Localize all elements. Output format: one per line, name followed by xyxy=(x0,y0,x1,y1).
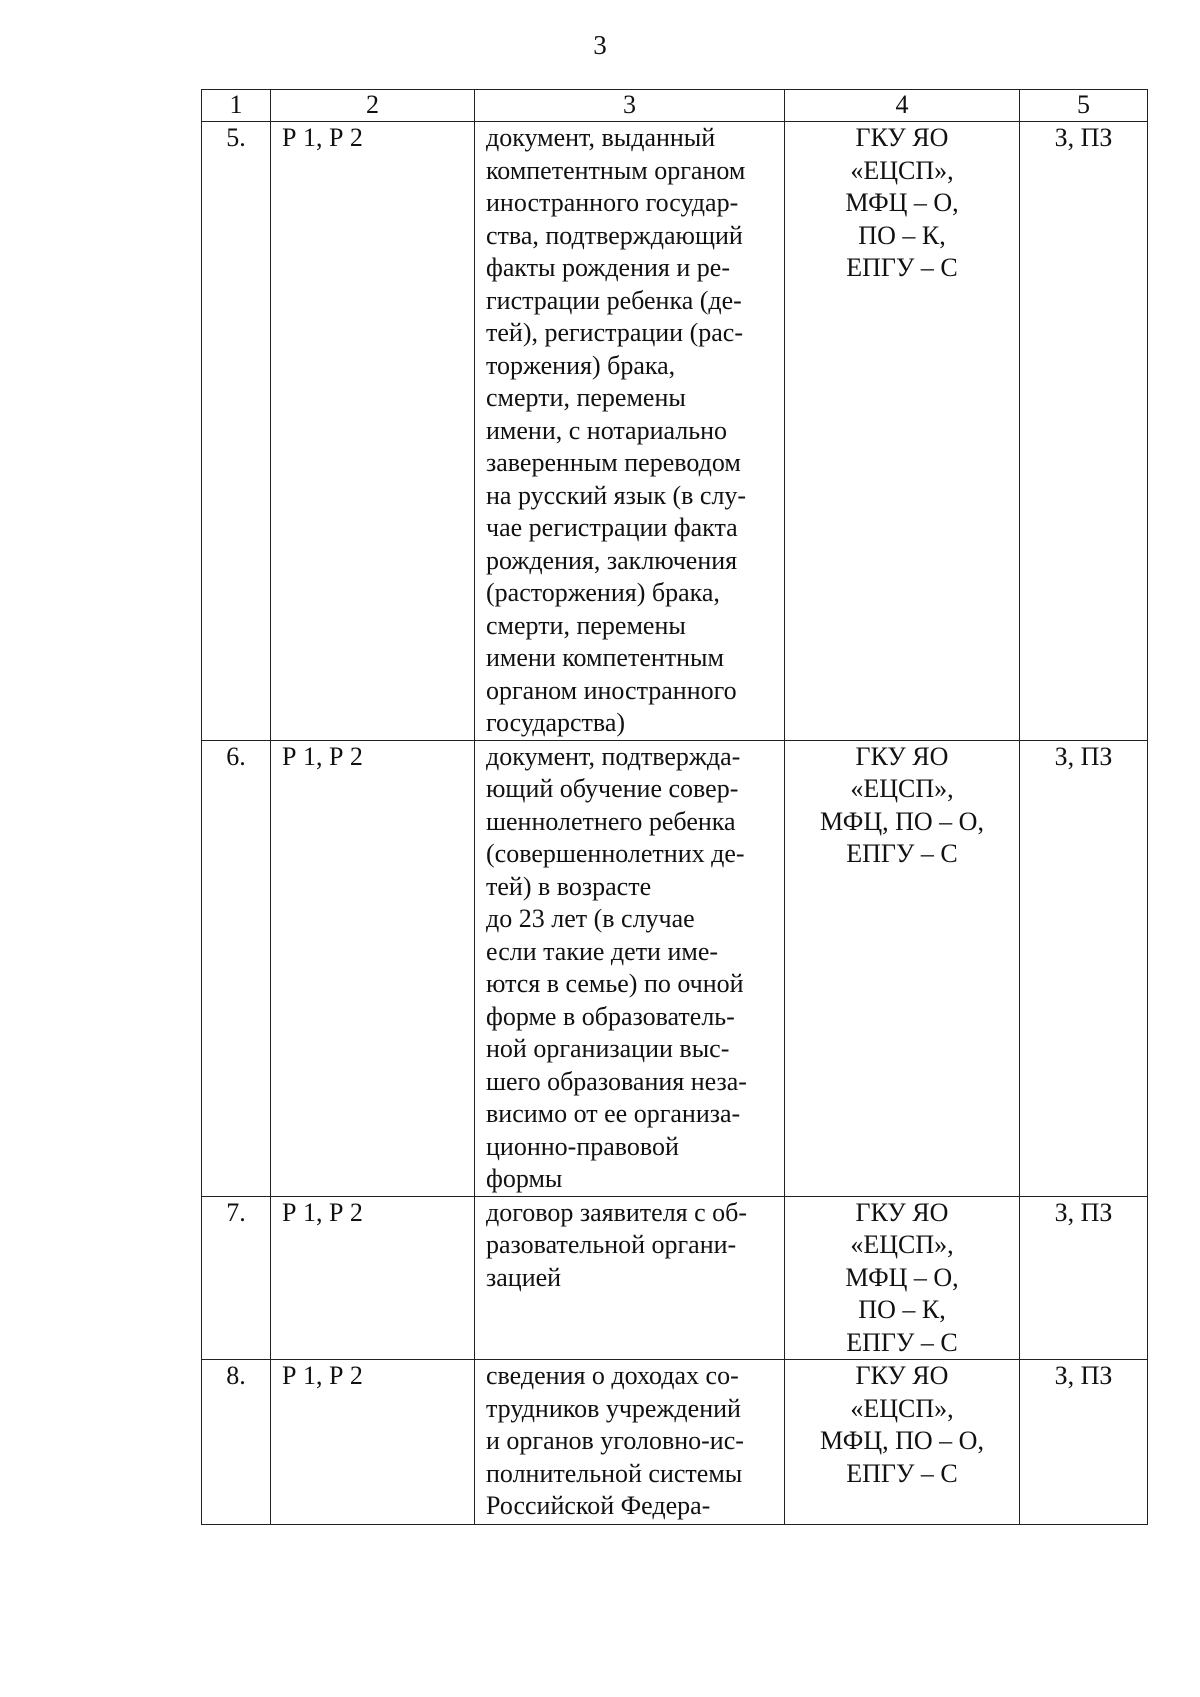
document-line: если такие дети име- xyxy=(486,936,719,966)
document-line: заверенным переводом xyxy=(486,448,741,477)
document-line: шего образования неза- xyxy=(486,1066,747,1096)
document-line: висимо от ее организа- xyxy=(486,1099,741,1128)
document-line: форме в образователь- xyxy=(486,1001,735,1031)
document-line: торжения) брака, xyxy=(486,350,676,380)
document-line: договор заявителя с об- xyxy=(486,1197,748,1227)
document-line: и органов уголовно-ис- xyxy=(486,1426,744,1455)
organization-line: ГКУ ЯО xyxy=(855,1197,949,1227)
document-line: ющий обучение совер- xyxy=(486,774,739,803)
column-header-5: 5 xyxy=(1020,90,1148,122)
row-number: 7. xyxy=(202,1196,271,1360)
document-line: ционно-правовой xyxy=(486,1131,679,1161)
document-line: государства) xyxy=(486,708,626,737)
organization-line: ЕПГУ – С xyxy=(846,1458,958,1488)
organization-line: ГКУ ЯО xyxy=(855,1361,949,1390)
organization-line: «ЕЦСП», xyxy=(850,1393,954,1423)
document-line: ной организации выс- xyxy=(486,1034,730,1063)
table-row xyxy=(202,122,1148,741)
row-group: Р 1, Р 2 xyxy=(271,122,475,741)
column-header-2: 2 xyxy=(271,90,475,122)
organization-line: ГКУ ЯО xyxy=(855,741,949,771)
document-line: гистрации ребенка (де- xyxy=(486,285,742,315)
document-line: чае регистрации факта xyxy=(486,513,738,542)
document-line: компетентным органом xyxy=(486,155,746,185)
document-line: трудников учреждений xyxy=(486,1393,741,1423)
page-number: 3 xyxy=(593,30,607,60)
document-line: шеннолетнего ребенка xyxy=(486,806,736,836)
document-line: органом иностранного xyxy=(486,675,737,705)
document-line: документ, выданный xyxy=(486,123,716,152)
document-line: имени компетентным xyxy=(486,643,724,672)
document-line: смерти, перемены xyxy=(486,383,686,412)
document-line: иностранного государ- xyxy=(486,188,739,217)
organization-line: МФЦ – О, xyxy=(845,1262,959,1292)
document-line: до 23 лет (в случае xyxy=(486,904,695,933)
document-line: на русский язык (в слу- xyxy=(486,480,747,510)
document-line: формы xyxy=(486,1164,563,1193)
organization-line: «ЕЦСП», xyxy=(850,155,954,185)
row-group: Р 1, Р 2 xyxy=(271,1360,475,1525)
table-row xyxy=(202,1360,1148,1525)
row-group: Р 1, Р 2 xyxy=(271,1196,475,1360)
document-line: рождения, заключения xyxy=(486,545,738,575)
organization-line: «ЕЦСП», xyxy=(850,774,954,803)
document-line: тей), регистрации (рас- xyxy=(486,318,743,347)
row-document xyxy=(475,740,785,1196)
table-header-row xyxy=(202,90,1148,122)
organization-line: ГКУ ЯО xyxy=(855,123,949,152)
documents-table xyxy=(201,89,1148,1525)
organization-line: ПО – К, xyxy=(858,220,946,250)
organization-line: МФЦ, ПО – О, xyxy=(820,1426,984,1455)
column-header-4: 4 xyxy=(785,90,1020,122)
document-line: (совершеннолетних де- xyxy=(486,839,745,868)
row-organization xyxy=(785,1360,1020,1525)
row-document xyxy=(475,1196,785,1360)
document-line: смерти, перемены xyxy=(486,610,686,640)
document-line: ства, подтверждающий xyxy=(486,220,743,250)
organization-line: ПО – К, xyxy=(858,1295,946,1324)
organization-line: «ЕЦСП», xyxy=(850,1230,954,1259)
document-line: разовательной органи- xyxy=(486,1230,737,1259)
document-line: Российской Федера- xyxy=(486,1491,711,1520)
column-header-1: 1 xyxy=(202,90,271,122)
row-organization xyxy=(785,122,1020,741)
row-form: З, ПЗ xyxy=(1020,122,1148,741)
document-line: зацией xyxy=(486,1262,562,1292)
document-line: факты рождения и ре- xyxy=(486,253,730,282)
row-organization xyxy=(785,740,1020,1196)
row-form: З, ПЗ xyxy=(1020,1196,1148,1360)
column-header-3: 3 xyxy=(475,90,785,122)
document-line: (расторжения) брака, xyxy=(486,578,720,607)
document-line: ются в семье) по очной xyxy=(486,969,744,998)
row-document xyxy=(475,1360,785,1525)
document-line: полнительной системы xyxy=(486,1458,743,1488)
row-number: 8. xyxy=(202,1360,271,1525)
row-document xyxy=(475,122,785,741)
row-form: З, ПЗ xyxy=(1020,740,1148,1196)
row-organization xyxy=(785,1196,1020,1360)
row-number: 6. xyxy=(202,740,271,1196)
document-line: имени, с нотариально xyxy=(486,415,727,445)
organization-line: МФЦ – О, xyxy=(845,188,959,217)
organization-line: ЕПГУ – С xyxy=(846,253,958,282)
row-form: З, ПЗ xyxy=(1020,1360,1148,1525)
document-line: тей) в возрасте xyxy=(486,871,652,901)
table-row xyxy=(202,740,1148,1196)
row-number: 5. xyxy=(202,122,271,741)
organization-line: МФЦ, ПО – О, xyxy=(820,806,984,836)
organization-line: ЕПГУ – С xyxy=(846,839,958,868)
document-line: сведения о доходах со- xyxy=(486,1361,739,1390)
organization-line: ЕПГУ – С xyxy=(846,1327,958,1357)
row-group: Р 1, Р 2 xyxy=(271,740,475,1196)
document-line: документ, подтвержда- xyxy=(486,741,741,771)
table-row xyxy=(202,1196,1148,1360)
